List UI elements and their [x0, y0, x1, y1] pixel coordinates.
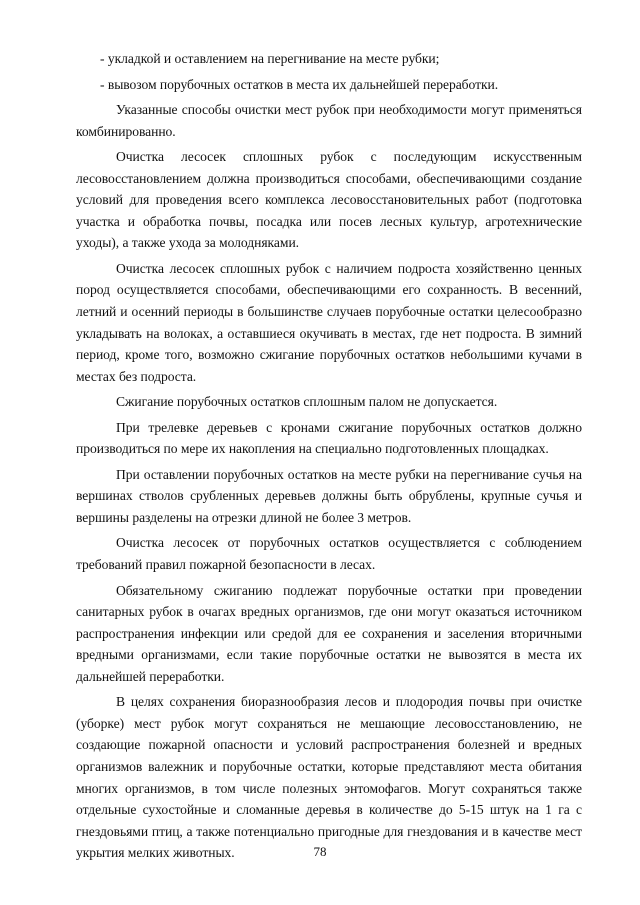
paragraph-skidding: При трелевке деревьев с кронами сжигание порубочных остатков должно производиться по мере их накопления на специально подготовленных площадках. — [76, 419, 582, 457]
list-item-stacking: - укладкой и оставлением на перегнивание на месте рубки; — [100, 51, 440, 66]
paragraph-artificial-reforestation: Очистка лесосек сплошных рубок с последующим искусственным лесовосстановлением должна производиться способами, обеспечивающими создание условий для проведения всего комплекса лесовосстановительных работ (подготовка участка и обработка почвы, посадка или посев лесных культур, агротехнические уходы), а также ухода за молодняками. — [76, 149, 582, 251]
paragraph-combined-methods: Указанные способы очистки мест рубок при необходимости могут применяться комбинированно. — [76, 102, 582, 139]
paragraph-mandatory-burning: Обязательному сжиганию подлежат порубочные остатки при проведении санитарных рубок в очагах вредных организмов, где они могут оказаться источником распространения инфекции или средой для ее сохранения и заселения вторичными вредными организмами, если такие порубочные остатки не вывозятся в места их дальнейшей переработки. — [76, 582, 582, 684]
paragraph-no-burning: Сжигание порубочных остатков сплошным палом не допускается. — [116, 394, 498, 410]
paragraph-biodiversity: В целях сохранения биоразнообразия лесов и плодородия почвы при очистке (уборке) мест рубок могут сохраняться не мешающие лесовосстановлению, не создающие пожарной опасности и условий распространения болезней и вредных организмов валежник и порубочные остатки, которые представляют места обитания многих организмов, в том числе полезных энтомофагов. Могут сохраняться также отдельные сухостойные и сломанные деревья в количестве до 5-15 штук на 1 га с гнездовьями птиц, а также потенциально пригодные для гнездования и в качестве мест укрытия мелких животных. — [76, 694, 582, 861]
paragraph-fire-safety: Очистка лесосек от порубочных остатков осуществляется с соблюдением требований правил пожарной безопасности в лесах. — [76, 535, 582, 573]
paragraph-rotting: При оставлении порубочных остатков на месте рубки на перегнивание сучья на вершинах стволов срубленных деревьев должны быть обрублены, крупные сучья и вершины разделены на отрезки длиной не более 3 метров. — [76, 466, 582, 525]
list-item-removal: - вывозом порубочных остатков в места их дальнейшей переработки. — [100, 76, 499, 92]
body-text — [76, 48, 582, 864]
page-number: 78 — [313, 844, 327, 859]
paragraph-undergrowth: Очистка лесосек сплошных рубок с наличием подроста хозяйственно ценных пород осуществляется способами, обеспечивающими его сохранность. В весенний, летний и осенний периоды в большинстве случаев порубочные остатки целесообразно укладывать на волоках, а оставшиеся окучивать в местах, где нет подроста. В зимний период, кроме того, возможно сжигание порубочных остатков небольшими кучами в местах без подроста. — [76, 260, 582, 384]
